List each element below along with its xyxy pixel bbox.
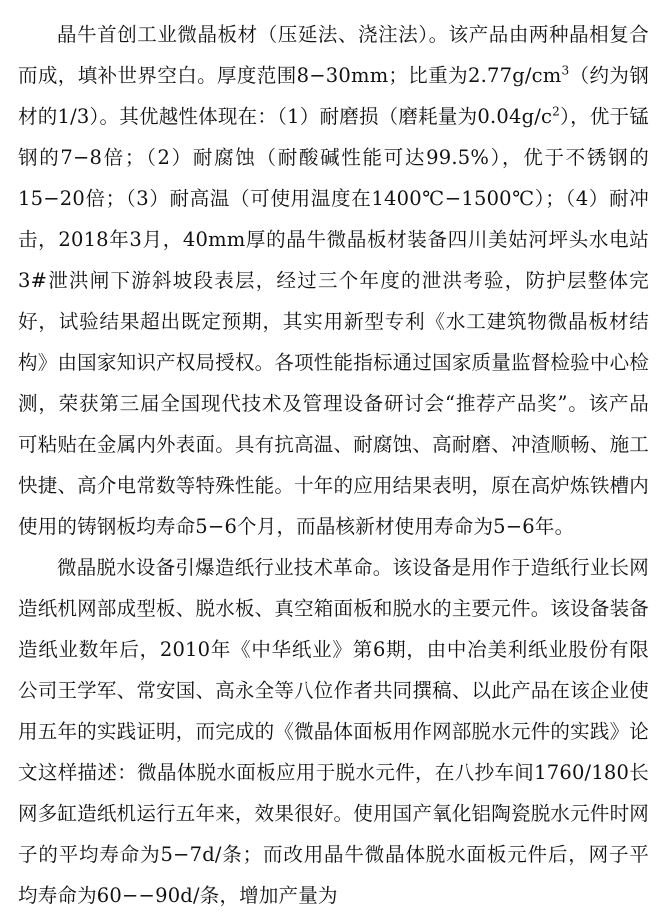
paragraph-1: [18, 14, 649, 547]
body-text: （约为钢材的1/3）。其优越性体现在：（1）耐磨损（磨耗量为0.04g/c: [18, 64, 649, 128]
body-text: 晶牛首创工业微晶板材（压延法、浇注法）。该产品由两种晶相复合而成，填补世界空白。厚度范围8−30mm；比重为2.77g/cm: [18, 23, 649, 87]
body-text: ），优于锰钢的7−8倍；（2）耐腐蚀（耐酸碱性能可达99.5%），优于不锈钢的15−20倍；（3）耐高温（可使用温度在1400℃−1500℃）；（4）耐冲击，2018年3月，40mm厚的晶牛微晶板材装备四川美姑河坪头水电站3#泄洪闸下游斜坡段表层，经过三个年度的泄洪考验，防护层整体完好，试验结果超出既定预期，其实用新型专利《水工建筑物微晶板材结构》由国家知识产权局授权。各项性能指标通过国家质量监督检验中心检测，荣获第三届全国现代技术及管理设备研讨会“推荐产品奖”。该产品可粘贴在金属内外表面。具有抗高温、耐腐蚀、高耐磨、冲渣顺畅、施工快捷、高介电常数等特殊性能。十年的应用结果表明，原在高炉炼铁槽内使用的铸钢板均寿命5−6个月，而晶核新材使用寿命为5−6年。: [18, 105, 649, 538]
paragraph-2: [18, 547, 649, 916]
superscript-text: 2: [552, 104, 561, 119]
body-text: 微晶脱水设备引爆造纸行业技术革命。该设备是用作于造纸行业长网造纸机网部成型板、脱水板、真空箱面板和脱水的主要元件。该设备装备造纸业数年后，2010年《中华纸业》第6期，由中冶美利纸业股份有限公司王学军、常安国、高永全等八位作者共同撰稿、以此产品在该企业使用五年的实践证明，而完成的《微晶体面板用作网部脱水元件的实践》论文这样描述：微晶体脱水面板应用于脱水元件，在八抄车间1760/180长网多缸造纸机运行五年来，效果很好。使用国产氧化铝陶瓷脱水元件时网子的平均寿命为5−7d/条；而改用晶牛微晶体脱水面板元件后，网子平均寿命为60−−90d/条，增加产量为: [18, 556, 649, 907]
superscript-text: 3: [561, 63, 570, 78]
